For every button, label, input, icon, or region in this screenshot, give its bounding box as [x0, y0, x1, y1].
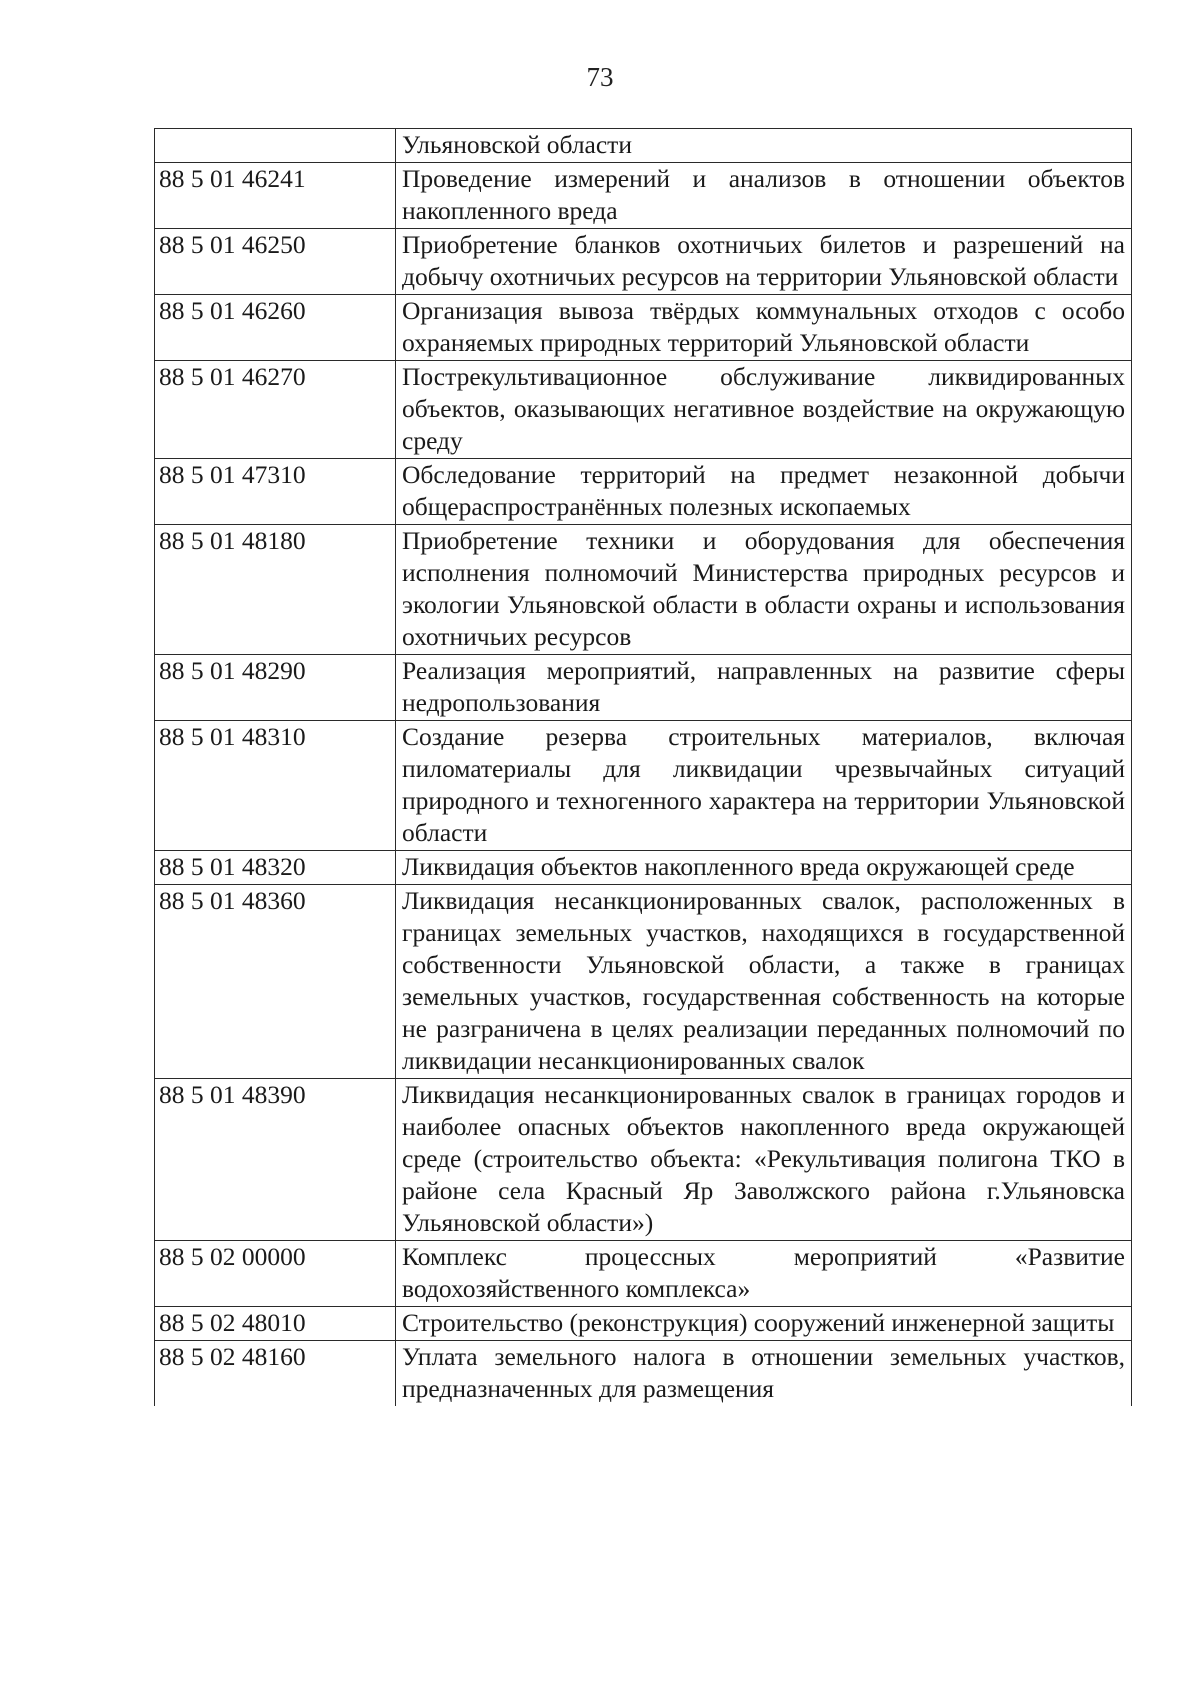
- row-description: Организация вывоза твёрдых коммунальных отходов с особо охраняемых природных территорий Ульяновской области: [396, 295, 1132, 361]
- row-code: 88 5 01 48310: [155, 721, 396, 851]
- table-row: [155, 459, 1132, 525]
- table-row: [155, 129, 1132, 163]
- row-code: 88 5 02 00000: [155, 1241, 396, 1307]
- row-description: Ликвидация несанкционированных свалок в границах городов и наиболее опасных объектов накопленного вреда окружающей среде (строительство объекта: «Рекультивация полигона ТКО в районе села Красный Яр Заволжского района г.Ульяновска Ульяновской области»): [396, 1079, 1132, 1241]
- row-code: 88 5 02 48160: [155, 1341, 396, 1407]
- table-row: [155, 655, 1132, 721]
- row-description: Приобретение бланков охотничьих билетов и разрешений на добычу охотничьих ресурсов на территории Ульяновской области: [396, 229, 1132, 295]
- table-row: [155, 1079, 1132, 1241]
- table-row: [155, 851, 1132, 885]
- row-code: 88 5 01 46250: [155, 229, 396, 295]
- row-description: Создание резерва строительных материалов, включая пиломатериалы для ликвидации чрезвычайных ситуаций природного и техногенного характера на территории Ульяновской области: [396, 721, 1132, 851]
- row-description: Ликвидация объектов накопленного вреда окружающей среде: [396, 851, 1132, 885]
- row-code: 88 5 02 48010: [155, 1307, 396, 1341]
- table-row: [155, 721, 1132, 851]
- row-code: 88 5 01 48360: [155, 885, 396, 1079]
- row-code: 88 5 01 47310: [155, 459, 396, 525]
- row-code: 88 5 01 46260: [155, 295, 396, 361]
- table-row: [155, 163, 1132, 229]
- row-description: Ликвидация несанкционированных свалок, расположенных в границах земельных участков, находящихся в государственной собственности Ульяновской области, а также в границах земельных участков, государственная собственность на которые не разграничена в целях реализации переданных полномочий по ликвидации несанкционированных свалок: [396, 885, 1132, 1079]
- row-description: Строительство (реконструкция) сооружений инженерной защиты: [396, 1307, 1132, 1341]
- table-row: [155, 1307, 1132, 1341]
- row-description: Пострекультивационное обслуживание ликвидированных объектов, оказывающих негативное воздействие на окружающую среду: [396, 361, 1132, 459]
- row-code: [155, 129, 396, 163]
- table-row: [155, 229, 1132, 295]
- row-code: 88 5 01 48320: [155, 851, 396, 885]
- row-description: Приобретение техники и оборудования для обеспечения исполнения полномочий Министерства природных ресурсов и экологии Ульяновской области в области охраны и использования охотничьих ресурсов: [396, 525, 1132, 655]
- row-code: 88 5 01 48290: [155, 655, 396, 721]
- page-number: 73: [586, 62, 614, 92]
- row-code: 88 5 01 48180: [155, 525, 396, 655]
- row-description: Проведение измерений и анализов в отношении объектов накопленного вреда: [396, 163, 1132, 229]
- row-description: Ульяновской области: [396, 129, 1132, 163]
- row-code: 88 5 01 46270: [155, 361, 396, 459]
- table-row: [155, 525, 1132, 655]
- row-description: Реализация мероприятий, направленных на развитие сферы недропользования: [396, 655, 1132, 721]
- row-description: Комплекс процессных мероприятий «Развитие водохозяйственного комплекса»: [396, 1241, 1132, 1307]
- table-row: [155, 295, 1132, 361]
- budget-classification-table: [154, 128, 1132, 1406]
- row-description: Обследование территорий на предмет незаконной добычи общераспространённых полезных ископаемых: [396, 459, 1132, 525]
- table-row: [155, 885, 1132, 1079]
- table-row: [155, 1241, 1132, 1307]
- table-row: [155, 361, 1132, 459]
- row-description: Уплата земельного налога в отношении земельных участков, предназначенных для размещения: [396, 1341, 1132, 1407]
- row-code: 88 5 01 48390: [155, 1079, 396, 1241]
- row-code: 88 5 01 46241: [155, 163, 396, 229]
- table-row: [155, 1341, 1132, 1407]
